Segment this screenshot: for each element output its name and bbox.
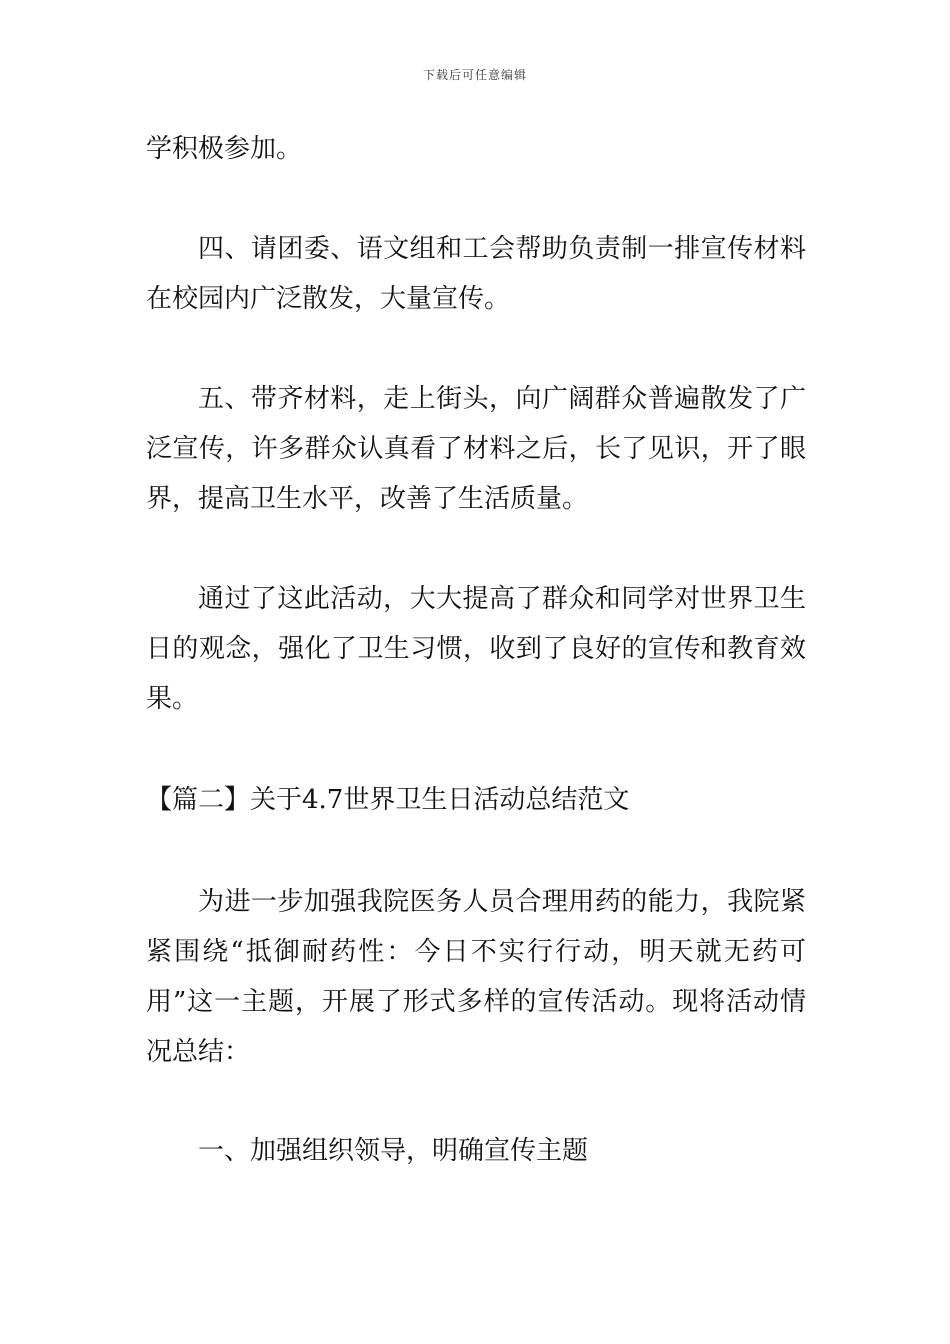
paragraph-intro: 为进一步加强我院医务人员合理用药的能力，我院紧紧围绕“抵御耐药性：今日不实行行动，明天就无药可用”这一主题，开展了形式多样的宣传活动。现将活动情况总结： bbox=[146, 887, 806, 1067]
paragraph-item-four: 四、请团委、语文组和工会帮助负责制一排宣传材料在校园内广泛散发，大量宣传。 bbox=[146, 234, 806, 314]
paragraph-subheading-one: 一、加强组织领导，明确宣传主题 bbox=[198, 1136, 589, 1166]
paragraph-item-five: 五、带齐材料，走上街头，向广阔群众普遍散发了广泛宣传，许多群众认真看了材料之后，长了见识，开了眼界，提高卫生水平，改善了生活质量。 bbox=[146, 384, 806, 514]
header-note: 下载后可任意编辑 bbox=[422, 68, 527, 82]
paragraph-continuation: 学积极参加。 bbox=[146, 134, 303, 164]
section-heading: 【篇二】关于4.7世界卫生日活动总结范文 bbox=[146, 785, 630, 815]
document-body bbox=[146, 124, 806, 1176]
paragraph-summary: 通过了这此活动，大大提高了群众和同学对世界卫生日的观念，强化了卫生习惯，收到了良好的宣传和教育效果。 bbox=[146, 584, 806, 714]
